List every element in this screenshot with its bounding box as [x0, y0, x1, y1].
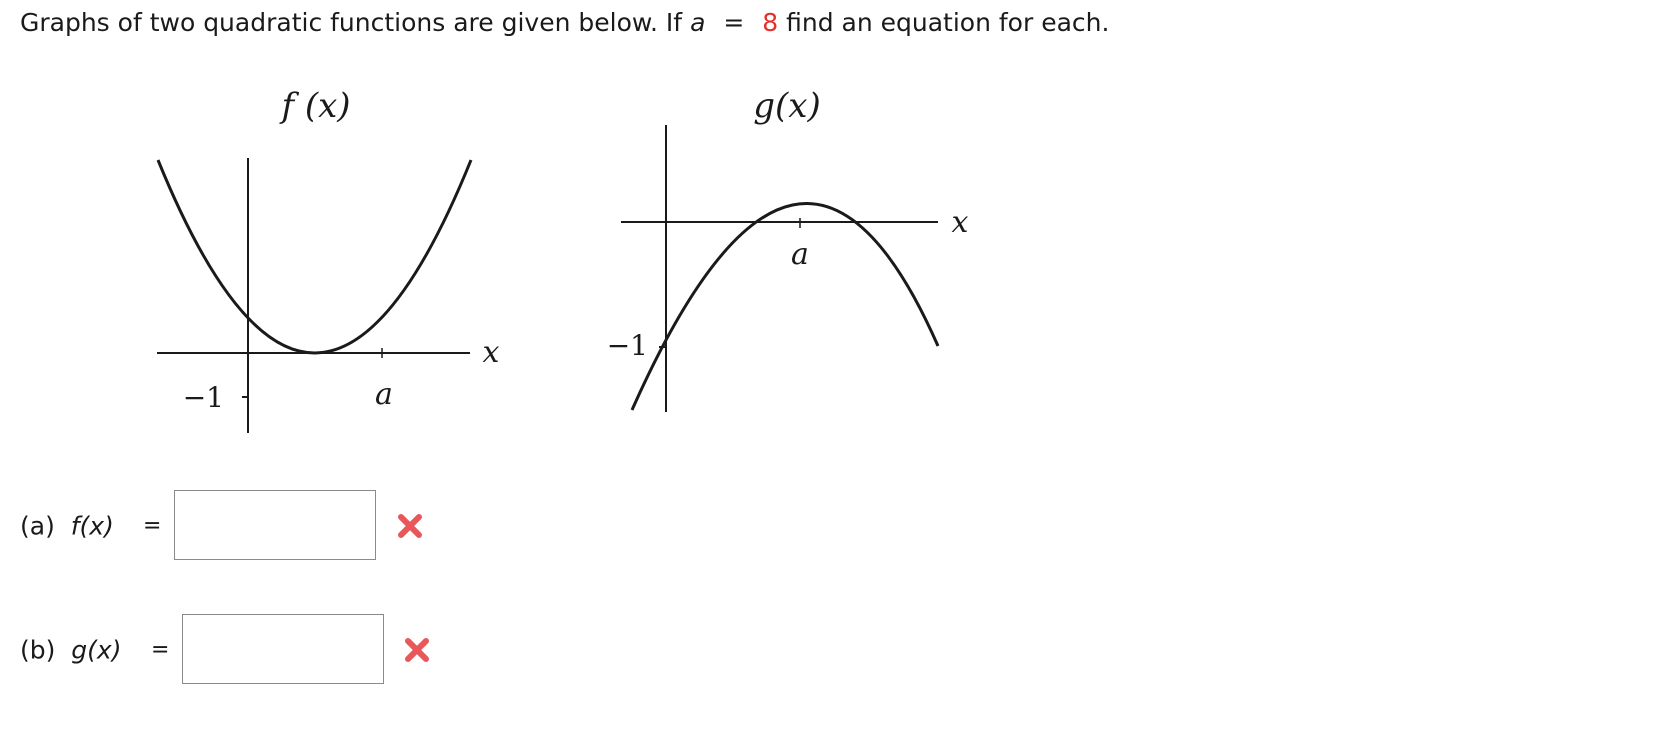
graph-f-y-tick-label: −1 [182, 381, 224, 414]
answer-input-g[interactable] [182, 614, 384, 684]
answer-row-a [20, 490, 440, 562]
equals-sign-a: = [143, 513, 162, 539]
answer-input-f[interactable] [174, 490, 376, 560]
answer-row-b [20, 614, 450, 686]
graph-f [157, 86, 500, 433]
incorrect-x-icon [395, 511, 425, 541]
graph-g-y-tick-label: −1 [606, 329, 648, 362]
function-label-f: f(x) [70, 511, 114, 541]
equals-sign-b: = [151, 637, 170, 663]
variable-a: a [690, 8, 706, 37]
part-label-a: (a) [20, 511, 55, 541]
question-equals: = [723, 8, 745, 37]
question-suffix: find an equation for each. [786, 8, 1110, 37]
graph-g-vertex-label: a [791, 237, 809, 272]
answer-label-b [20, 636, 121, 665]
graph-f-title: f (x) [281, 86, 351, 126]
graph-f-curve [158, 160, 471, 353]
function-label-g: g(x) [71, 635, 122, 665]
graph-f-x-label: x [482, 335, 500, 370]
graph-g [607, 86, 969, 412]
answer-label-a [20, 512, 114, 541]
part-label-b: (b) [20, 635, 56, 665]
graph-g-curve [632, 204, 938, 410]
a-value: 8 [762, 8, 779, 37]
incorrect-x-icon [402, 635, 432, 665]
question-prefix: Graphs of two quadratic functions are given below. If [20, 8, 683, 37]
graph-g-title: g(x) [753, 86, 821, 126]
graph-g-x-label: x [951, 205, 969, 240]
graph-f-root-label: a [375, 377, 393, 412]
